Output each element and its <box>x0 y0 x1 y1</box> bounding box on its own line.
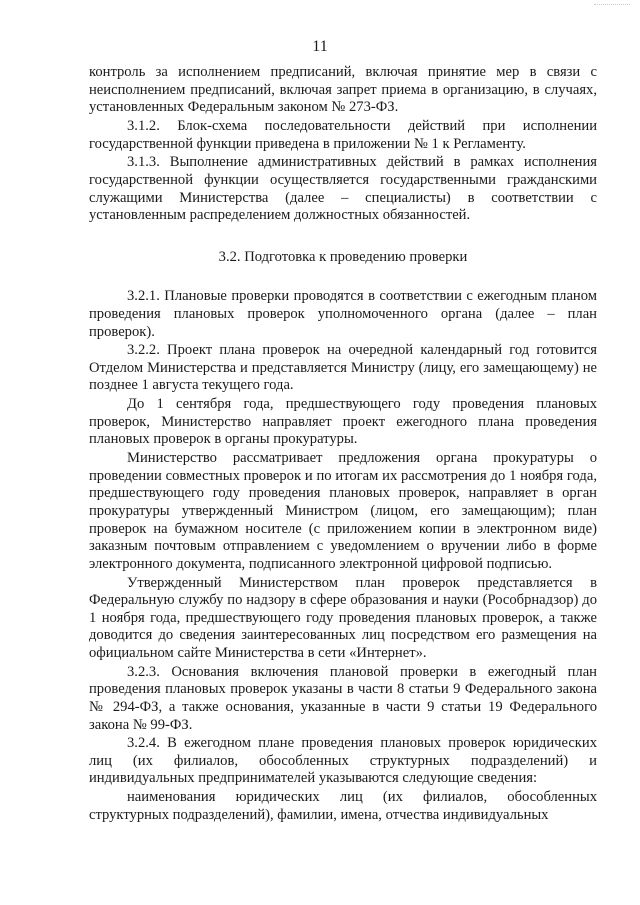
paragraph-continuation: контроль за исполнением предписаний, включая принятие мер в связи с неисполнением предписаний, включая запрет приема в организацию, в случаях, установленных Федеральным законом № 273-ФЗ. <box>89 64 597 116</box>
paragraph-3-1-2: 3.1.2. Блок-схема последовательности действий при исполнении государственной функции приведена в приложении № 1 к Регламенту. <box>89 117 597 152</box>
paragraph-prosecutor-review: Министерство рассматривает предложения органа прокуратуры о проведении совместных проверок и по итогам их рассмотрения до 1 ноября года, предшествующего году проведения плановых проверок, направляет в орган прокуратуры утвержденный Министром (лицом, его замещающим); план проверок на бумажном носителе (с приложением копии в электронном виде) заказным почтовым отправлением с уведомлением о вручении либо в форме электронного документа, подписанного электронной цифровой подписью. <box>89 450 597 572</box>
document-body <box>89 64 597 826</box>
paragraph-3-1-3: 3.1.3. Выполнение административных действий в рамках исполнения государственной функции осуществляется государственными гражданскими служащими Министерства (далее – специалисты) в соответствии с установленным распределением должностных обязанностей. <box>89 154 597 224</box>
paragraph-names-list: наименования юридических лиц (их филиалов, обособленных структурных подразделений), фамилии, имена, отчества индивидуальных <box>89 789 597 823</box>
paragraph-approved-plan: Утвержденный Министерством план проверок представляется в Федеральную службу по надзору в сфере образования и науки (Рособрнадзор) до 1 ноября года, предшествующего году проведения плановых проверок, а также доводится до сведения заинтересованных лиц посредством его размещения на официальном сайте Министерства в сети «Интернет». <box>89 574 597 661</box>
paragraph-3-2-1: 3.2.1. Плановые проверки проводятся в соответствии с ежегодным планом проведения плановых проверок уполномоченного органа (далее – план проверок). <box>89 288 597 340</box>
paragraph-september-deadline: До 1 сентября года, предшествующего году проведения плановых проверок, Министерство направляет проект ежегодного плана проведения плановых проверок в органы прокуратуры. <box>89 396 597 448</box>
paragraph-3-2-2: 3.2.2. Проект плана проверок на очередной календарный год готовится Отделом Министерства и представляется Министру (лицу, его замещающему) не позднее 1 августа текущего года. <box>89 342 597 394</box>
paragraph-3-2-4: 3.2.4. В ежегодном плане проведения плановых проверок юридических лиц (их филиалов, обособленных структурных подразделений) и индивидуальных предпринимателей указываются следующие сведения: <box>89 735 597 787</box>
scan-corner-mark <box>594 4 630 9</box>
paragraph-3-2-3: 3.2.3. Основания включения плановой проверки в ежегодный план проведения плановых проверок указаны в части 8 статьи 9 Федерального закона № 294-ФЗ, а также основания, указанные в части 9 статьи 19 Федерального закона № 99-ФЗ. <box>89 663 597 733</box>
page-number: 11 <box>312 38 328 55</box>
section-heading: 3.2. Подготовка к проведению проверки <box>218 248 468 265</box>
